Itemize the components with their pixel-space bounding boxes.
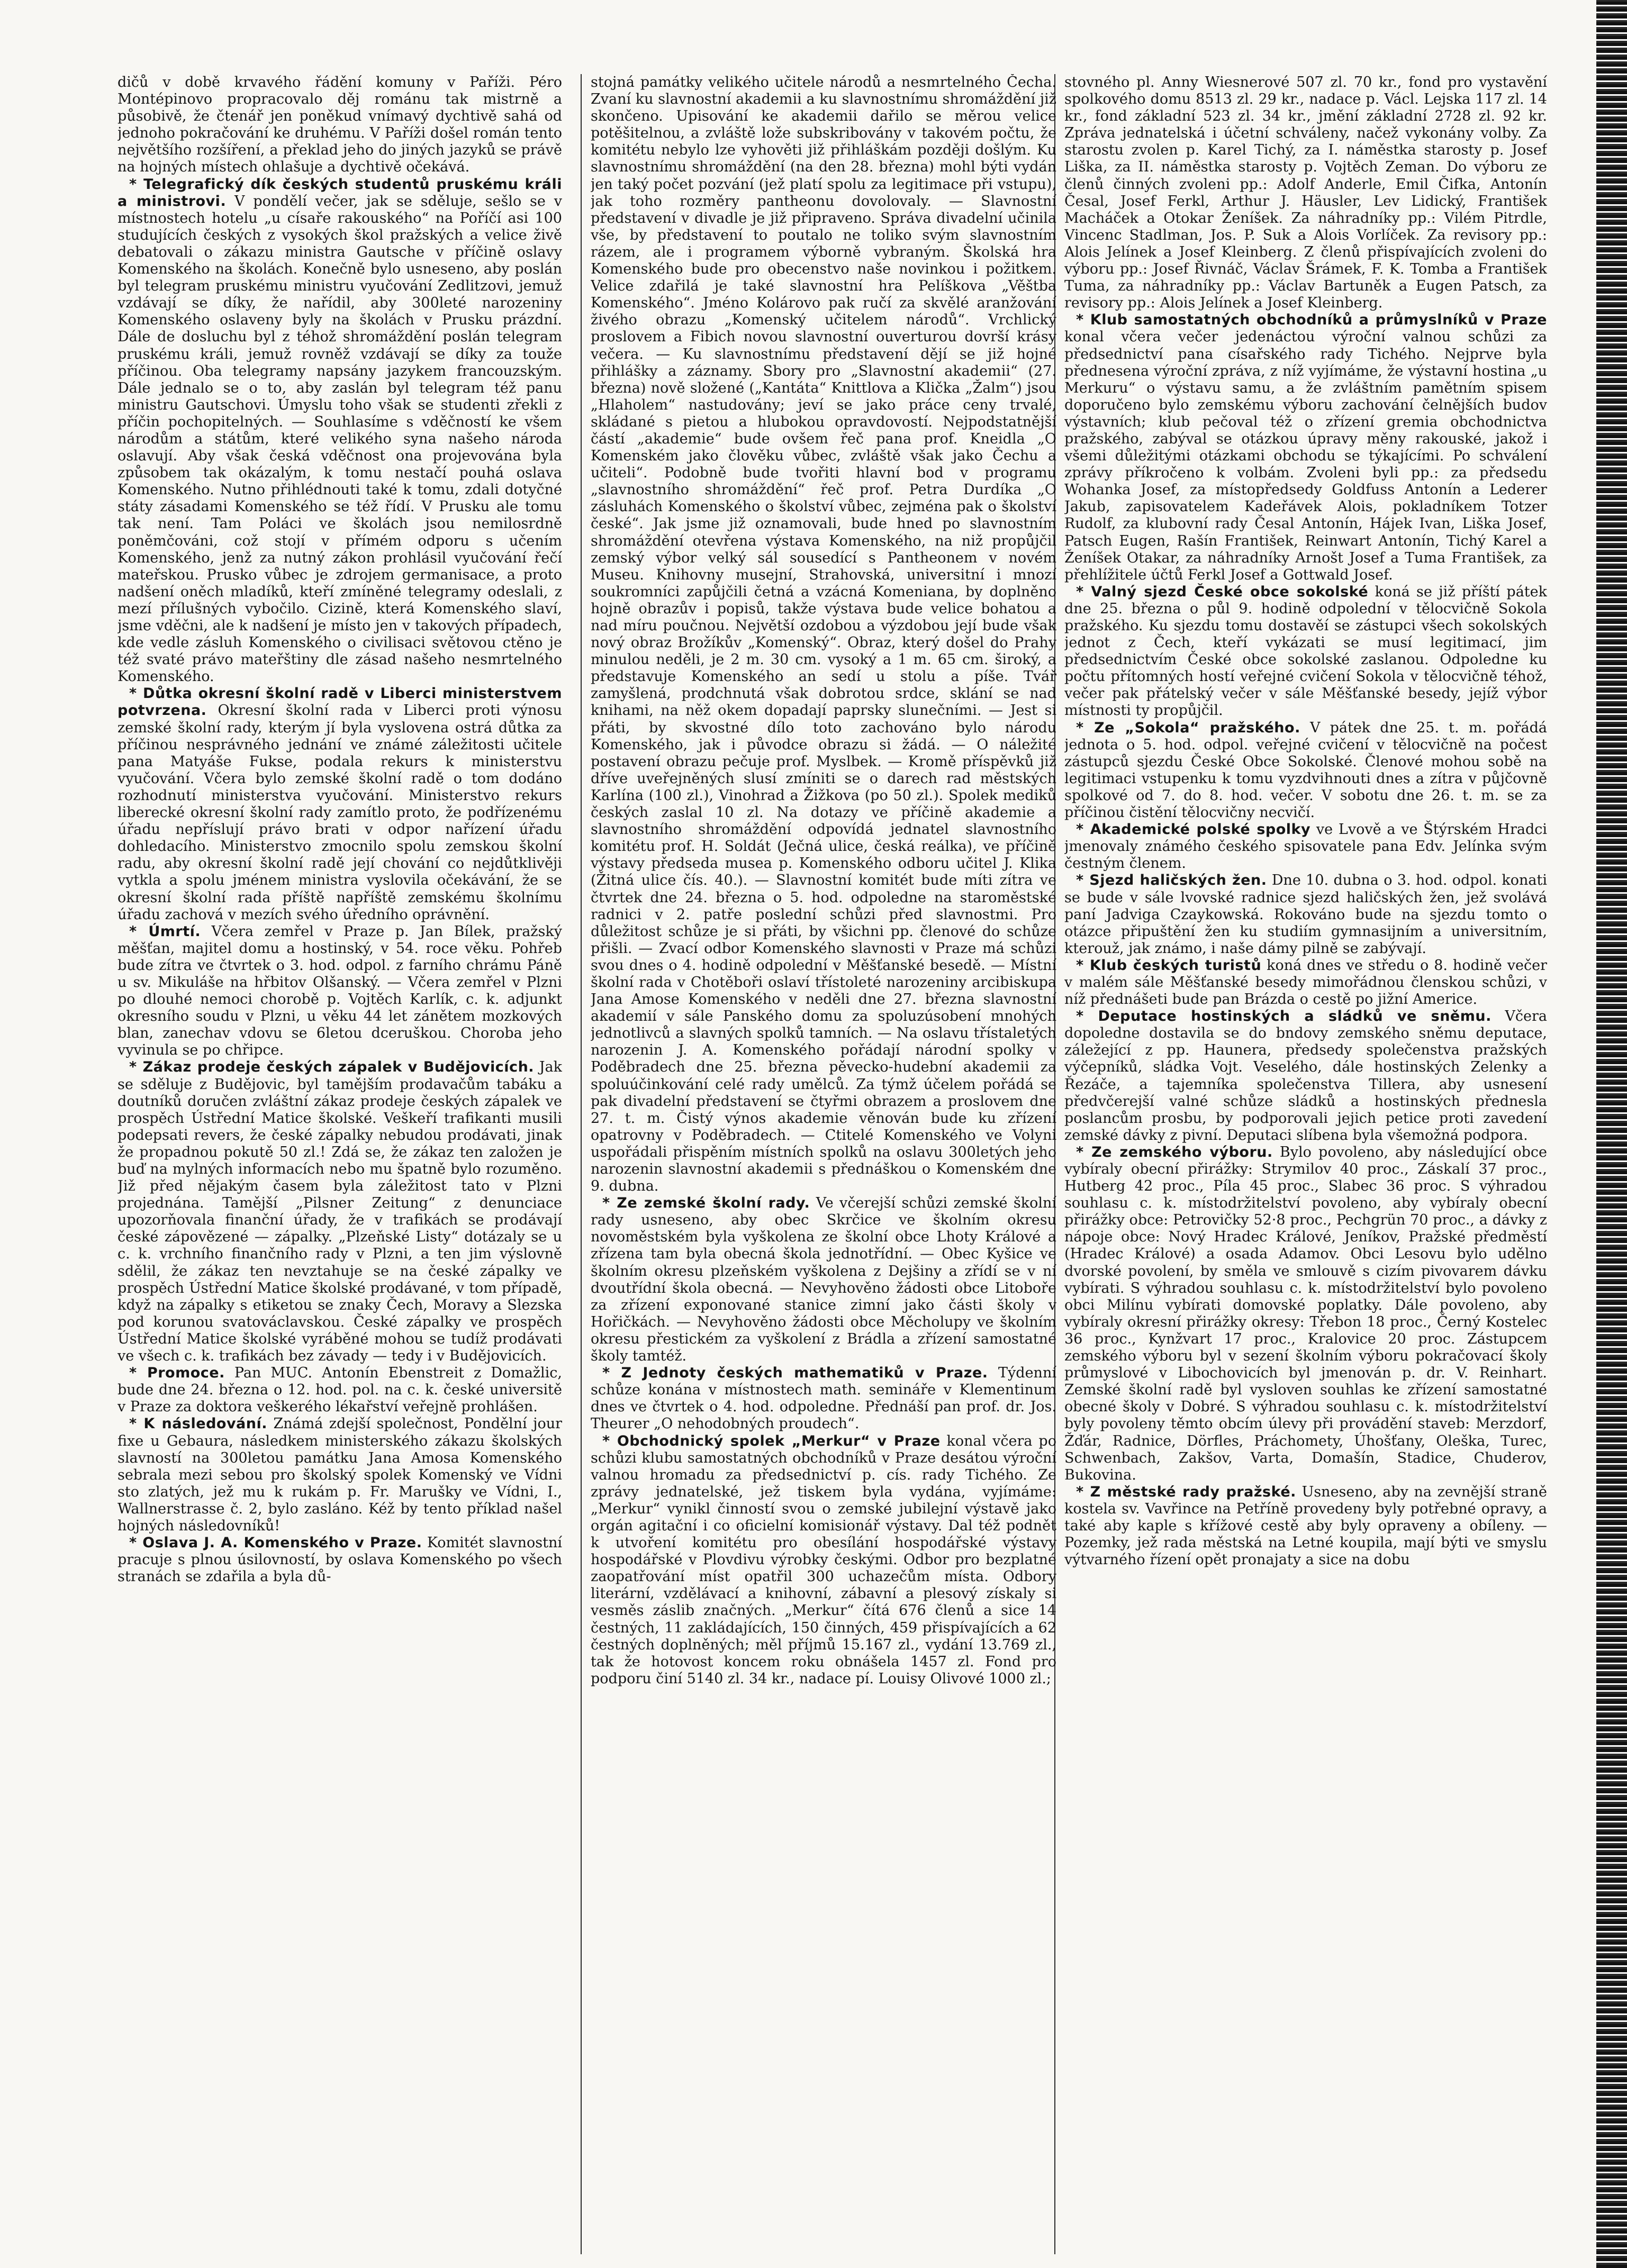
news-item xyxy=(117,685,562,923)
news-headline: * Promoce. xyxy=(129,1365,225,1382)
news-headline: * Ze zemské školní rady. xyxy=(602,1195,810,1212)
news-paragraph xyxy=(117,1365,562,1416)
news-body-text: Ve včerejší schůzi zemské školní rady usneseno, aby obec Skrčice ve školním okresu novoměstském byla vyškolena ze školní obce Lhoty Králové a zřízena tam byla obecná škola jednotřídní. — Obec Kyšice ve školním okresu plzeňském vyškolena z Dejšiny a zřídí se v ní dvoutřídní škola obecná. — Nevyhověno žádosti obce Litoboře za zřízení exponované stanice zimní jako části školy v Hořičkách. — Nevyhověno žádosti obce Měcholupy ve školním okresu přestickém za vyškolení z Brádla a zřízení samostatné školy tamtéž. xyxy=(591,1195,1056,1365)
news-body-text: Pan MUC. Antonín Ebenstreit z Domažlic, bude dne 24. března o 12. hod. pol. na c. k. české universitě v Praze za doktora veškerého lékařství veřejně prohlášen. xyxy=(117,1365,562,1416)
page-edge-scan-border xyxy=(1596,0,1627,2268)
news-paragraph xyxy=(1064,1008,1547,1144)
news-item xyxy=(1064,312,1547,584)
text-column-3 xyxy=(1064,74,1547,2254)
news-paragraph xyxy=(1064,1144,1547,1484)
news-paragraph xyxy=(1064,312,1547,584)
news-paragraph xyxy=(591,1195,1056,1365)
news-headline: * Telegrafický dík českých studentů pruskému králi a ministrovi. xyxy=(117,176,562,210)
news-paragraph xyxy=(1064,957,1547,1008)
news-paragraph xyxy=(591,74,1056,1195)
news-item xyxy=(117,1059,562,1365)
news-headline: * Ze zemského výboru. xyxy=(1076,1144,1273,1160)
news-body-text: Včera zemřel v Praze p. Jan Bílek, pražský měšťan, majitel domu a hostinský, v 54. roce věku. Pohřeb bude zítra ve čtvrtek o 3. hod. odpol. z farního chrámu Páně u sv. Mikuláše na hřbitov Olšanský. — Včera zemřel v Plzni po dlouhé nemoci chorobě p. Vojtěch Karlík, c. k. adjunkt okresního soudu v Plzni, u věku 44 let zánětem mozkových blan, zanechav vdovu se 6letou dceruškou. Choroba jeho vyvinula se po chřipce. xyxy=(117,923,562,1059)
news-body-text: V pondělí večer, jak se sděluje, sešlo se v místnostech hotelu „u císaře rakouského“ na Poříčí asi 100 studujících českých z vysokých škol pražských a velice živě debatovali o zákazu ministra Gautsche v příčině oslavy Komenského na školách. Konečně bylo usneseno, aby poslán byl telegram pruskému ministru vyučování Zedlitzovi, jemuž vzdávají se díky, že nařídil, aby 300leté narozeniny Komenského oslaveny byly na školách v Prusku prázdní. Dále de dosluchu byl z téhož shromáždění poslán telegram pruskému králi, jemuž rovněž vzdávají se díky za touže příčinou. Oba telegramy napsány jazykem francouzským. Dále jednalo se o to, aby zaslán byl telegram též panu ministru Gautschovi. Úmyslu toho však se studenti zřekli z příčin pochopitelných. — Souhlasíme s vděčností ke všem národům a státům, které velikého syna našeho národa oslavují. Aby však česká vděčnost ona projevována byla způsobem tak okázalým, k tomu nestačí pouhá oslava Komenského. Nutno přihlédnouti také k tomu, zdali dotyčné státy zásadami Komenského se též řídí. V Prusku ale tomu tak není. Tam Poláci ve školách jsou nemilosrdně poněmčováni, což stojí v přímém odporu s učením Komenského, jenž za nutný zákon prohlásil vyučování řečí mateřskou. Prusko vůbec je zdrojem germanisace, a proto nadšení oněch mladíků, kteří zmíněné telegramy odeslali, z mezí přílušných vybočilo. Cizině, která Komenského slaví, jsme vděčni, ale k nadšení je místo jen v takových případech, kde vedle zásluh Komenského o civilisaci světovou ctěno je též svaté právo mateřštiny dle zásad našeho nesmrtelného Komenského. xyxy=(117,193,562,685)
news-paragraph xyxy=(1064,74,1547,312)
news-body-text: Dne 10. dubna o 3. hod. odpol. konati se bude v sále lvovské radnice sjezd haličských žen, jež svolává paní Jadviga Czaykowská. Rokováno bude na sjezdu tomto o otázce připuštění žen ku studiím gymnasijním a universitním, kterouž, jak známo, i naše dámy pilně se zabývají. xyxy=(1064,872,1547,957)
news-paragraph xyxy=(117,1059,562,1365)
news-item xyxy=(117,1365,562,1416)
news-body-text: Jak se sděluje z Budějovic, byl tamějším prodavačům tabáku a doutníků doručen zvláštní zákaz prodeje českých zápalek ve prospěch Ústřední Matice školské. Veškeří trafikanti musili podepsati revers, že české zápalky nebudou prodávati, jinak že propadnou pokutě 50 zl.! Zdá se, že zákaz ten založen je buď na mylných informacích nebo mu špatně bylo rozuměno. Již před nějakým časem byla záležitost tato v Plzni projednána. Tamější „Pilsner Zeitung“ z denunciace upozorňovala finanční úřady, že v trafikách se prodávají české zápovězené — zápalky. „Plzeňské Listy“ dotázaly se u c. k. vrchního finančního rady v Plzni, a ten jim výslovně sdělil, že zákaz ten nevztahuje se na české zápalky ve prospěch Ústřední Matice školské prodávané, v tom případě, když na zápalky s etiketou se znaky Čech, Moravy a Slezska pod korunou svatováclavskou. České zápalky ve prospěch Ústřední Matice školské vyráběné mohou se tudíž prodávati ve všech c. k. trafikách bez závady — tedy i v Budějovicích. xyxy=(117,1059,562,1365)
news-paragraph xyxy=(591,1365,1056,1432)
news-headline: * Ze „Sokola“ pražského. xyxy=(1076,719,1300,736)
news-item xyxy=(1064,1484,1547,1568)
news-headline: * Z Jednoty českých mathematiků v Praze. xyxy=(602,1365,988,1382)
news-item xyxy=(1064,1144,1547,1484)
news-item xyxy=(1064,872,1547,957)
news-body-text: stovného pl. Anny Wiesnerové 507 zl. 70 kr., fond pro vystavění spolkového domu 8513 zl. 29 kr., nadace p. Václ. Lejska 117 zl. 14 kr., fond základní 523 zl. 34 kr., jmění základní 2728 zl. 92 kr. Zpráva jednatelská i účetní schváleny, načež vykonány volby. Za starostu zvolen p. Karel Tichý, za I. náměstka starosty p. Josef Liška, za II. náměstka starosty p. Vojtěch Zeman. Do výboru ze členů činných zvoleni pp.: Adolf Anderle, Emil Čifka, Antonín Česal, Josef Ferkl, Arthur J. Häusler, Lev Lidický, František Macháček a Otokar Ženíšek. Za náhradníky pp.: Vilém Pitrdle, Vincenc Stadlman, Jos. P. Suk a Alois Vorlíček. Za revisory pp.: Alois Jelínek a Josef Kleinberg. Z členů přispívajících zvoleni do výboru pp.: Josef Řivnáč, Václav Šrámek, F. K. Tomba a František Tuma, za náhradníky pp.: Václav Bartuněk a Eugen Patsch, za revisory pp.: Alois Jelínek a Josef Kleinberg. xyxy=(1064,74,1547,312)
news-paragraph xyxy=(117,1416,562,1535)
news-headline: * Klub samostatných obchodníků a průmyslníků v Praze xyxy=(1076,312,1547,329)
news-item xyxy=(591,1365,1056,1432)
news-item xyxy=(117,1416,562,1535)
news-paragraph xyxy=(1064,720,1547,822)
news-body-text: Týdenní schůze konána v místnostech math. semináře v Klementinum dnes ve čtvrtek o 4. hod. odpoledne. Přednáší pan prof. dr. Jos. Theurer „O nehodobných proudech“. xyxy=(591,1365,1056,1432)
news-item xyxy=(117,74,562,176)
news-paragraph xyxy=(117,1535,562,1585)
news-headline: * Sjezd haličských žen. xyxy=(1076,872,1267,889)
news-body-text: Usneseno, aby na zevnější straně kostela sv. Vavřince na Petříně provedeny byly potřebné opravy, a také aby kaple s křížové cestě aby byly opraveny a obíleny. — Pozemky, jež rada městská na Letné koupila, mají býti ve smyslu výtvarného řízení opět pronajaty a sice na dobu xyxy=(1064,1483,1547,1568)
news-headline: * Důtka okresní školní radě v Liberci ministerstvem potvrzena. xyxy=(117,685,562,719)
text-column-1 xyxy=(117,74,562,2254)
news-body-text: koná dnes ve středu o 8. hodině večer v malém sále Měšťanské besedy mimořádnou členskou schůzi, v níž přednášeti bude pan Brázda o cestě po jižní Americe. xyxy=(1064,957,1547,1008)
news-headline: * Valný sjezd České obce sokolské xyxy=(1076,583,1369,600)
news-item xyxy=(117,176,562,686)
news-item xyxy=(1064,584,1547,720)
news-item xyxy=(1064,1008,1547,1144)
news-item xyxy=(117,1535,562,1585)
news-item xyxy=(117,923,562,1059)
news-headline: * K následování. xyxy=(129,1416,268,1432)
news-headline: * Klub českých turistů xyxy=(1076,957,1262,974)
news-body-text: Komitét slavnostní pracuje s plnou úsilovností, by oslava Komenského po všech stranách se zdařila a byla dů- xyxy=(117,1535,562,1585)
news-body-text: koná se již příští pátek dne 25. března o půl 9. hodině odpolední v tělocvičně Sokola pražského. Ku sjezdu tomu dostavěí se zástupci všech sokolských jednot z Čech, kteří vykázati se musí legitimací, jim předsednictvím České obce sokolské zaslanou. Odpoledne ku počtu přítomných hostí veřejné cvičení Sokola v tělocvičně téhož, večer pak přátelský večer v sále Měšťanské besedy, jejíž výbor místnosti ty propůjčil. xyxy=(1064,583,1547,719)
news-body-text: Bylo povoleno, aby následující obce vybíraly obecní přirážky: Strymilov 40 proc., Záskalí 37 proc., Hutberg 42 proc., Píla 45 proc., Slabec 36 proc. S výhradou souhlasu c. k. místodržitelství povoleno, aby vybíraly obecní přirážky obce: Petrovičky 52·8 proc., Pechgrün 70 proc., a dávky z nápoje obce: Nový Hradec Králové, Jeníkov, Pražské předměstí (Hradec Králové) a osada Adamov. Obci Lesovu bylo udělno dvorské povolení, by směla ve smlouvě s cizím pivovarem dávku vybírati. S výhradou souhlasu c. k. místodržitelství bylo povoleno obci Milínu vybírati domovské poplatky. Dále povoleno, aby vybíraly okresní přirážky okresy: Třebon 18 proc., Černý Kostelec 36 proc., Kynžvart 17 proc., Kralovice 20 proc. Zástupcem zemského výboru byl v sezení školním výboru pokračovací školy průmyslové v Libochovicích byl jmenován p. dr. V. Reinhart. Zemské školní radě byl vysloven souhlas ke zřízení samostatné obecné školy v Dobré. S výhradou souhlasu c. k. místodržitelství byly povoleny těmto obcím úlevy při provádění staveb: Merzdorf, Žďár, Radnice, Dörfles, Práchomety, Úhošťany, Oleška, Turec, Schwenbach, Zakšov, Varta, Domašín, Stadice, Chuderov, Bukovina. xyxy=(1064,1144,1547,1483)
news-item xyxy=(591,1195,1056,1365)
news-headline: * Úmrtí. xyxy=(129,923,201,940)
news-paragraph xyxy=(117,923,562,1059)
news-item xyxy=(1064,74,1547,312)
news-paragraph xyxy=(1064,1484,1547,1568)
news-item xyxy=(591,1433,1056,1688)
news-item xyxy=(1064,720,1547,822)
news-body-text: ve Lvově a ve Štýrském Hradci jmenovaly známého českého spisovatele pana Edv. Jelínka svým čestným členem. xyxy=(1064,821,1547,872)
news-body-text: Známá zdejší společnost, Pondělní jour fixe u Gebaura, následkem ministerského zákazu školských slavností na 300letou památku Jana Amosa Komenského sebrala mezi sebou pro školský spolek Komenský ve Vídni sto zlatých, jež mu k rukám p. Fr. Marušky ve Vídni, I., Wallnerstrasse č. 2, bylo zasláno. Kéž by tento příklad našel hojných následovníků! xyxy=(117,1416,562,1534)
news-item xyxy=(591,74,1056,1195)
news-paragraph xyxy=(1064,584,1547,720)
news-paragraph xyxy=(117,685,562,923)
text-column-2 xyxy=(591,74,1056,2254)
news-body-text: V pátek dne 25. t. m. pořádá jednota o 5. hod. odpol. veřejné cvičení v tělocvičně na počest zástupců sjezdu České Obce Sokolské. Členové mohou sobě na legitimaci vstupenku k tomu vyzdvihnouti dnes a zítra v půjčovně spolkové od 7. do 8. hod. večer. V sobotu dne 26. t. m. se za příčinou čistění tělocvičny necvičí. xyxy=(1064,719,1547,821)
news-headline: * Obchodnický spolek „Merkur“ v Praze xyxy=(602,1432,941,1449)
news-paragraph xyxy=(591,1433,1056,1688)
news-body-text: Včera dopoledne dostavila se do bndovy zemského sněmu deputace, záležející z pp. Haunera, předsedy společenstva pražských výčepníků, sládka Vojt. Veselého, dále hostinských Zelenky a Řezáče, a tajemníka společenstva Tillera, aby usnesení předvčerejší valné schůze sládků a hostinských přednesla poslancům prosbu, by podporovali jejich petice proti zavedení zemské dávky z pivní. Deputaci slíbena byla všemožná podpora. xyxy=(1064,1008,1547,1144)
column-rule-1 xyxy=(581,74,582,2254)
news-headline: * Oslava J. A. Komenského v Praze. xyxy=(129,1535,422,1552)
news-paragraph xyxy=(1064,872,1547,957)
news-headline: * Akademické polské spolky xyxy=(1076,821,1311,838)
news-headline: * Zákaz prodeje českých zápalek v Budějovicích. xyxy=(129,1059,535,1076)
news-paragraph xyxy=(1064,821,1547,872)
news-headline: * Deputace hostinských a sládků ve sněmu. xyxy=(1076,1008,1492,1025)
news-item xyxy=(1064,821,1547,872)
news-body-text: stojná památky velikého učitele národů a nesmrtelného Čecha. Zvaní ku slavnostní akademii a ku slavnostnímu shromáždění již skončeno. Upisování ke akademii dařilo se měrou velice potěšitelnou, a zvláště lože subskribovány v takovém počtu, že komitétu nebylo lze vyhověti již přihláškám později došlým. Ku slavnostnímu shromáždění (na den 28. března) mohl býti vydán jen taký počet pozvání (jež platí spolu za legitimace při vstupu), jak toho rozměry pantheonu dovolovaly. — Slavnostní představení v divadle je již připraveno. Správa divadelní učinila vše, by představení to poutalo ne toliko svým slavnostním rázem, ale i programem výborně vybraným. Školská hra Komenského bude pro obecenstvo naše novinkou i požitkem. Velice zdařilá je také slavnostní hra Pelíškova „Věštba Komenského“. Jméno Kolárovo pak ručí za skvělé aranžování živého obrazu „Komenský učitelem národů“. Vrchlický proslovem a Fibich novou slavnostní ouverturou dovrší krásy večera. — Ku slavnostnímu představení dějí se již hojné přihlášky a záznamy. Sbory pro „Slavnostní akademii“ (27. března) nově složené („Kantáta“ Knittlova a Klička „Žalm“) jsou „Hlaholem“ nastudovány; jeví se jako práce ceny trvalé, skládané s pietou a hlubokou opravdovostí. Nejpodstatnější částí „akademie“ bude ovšem řeč pana prof. Kneidla „O Komenském jako člověku vůbec, zvláště však jako Čechu a učiteli“. Podobně bude tvořiti hlavní bod v programu „slavnostního shromáždění“ řeč prof. Petra Durdíka „O zásluhách Komenského o školství vůbec, zejména pak o školství české“. Jak jsme již oznamovali, bude hned po slavnostním shromáždění otevřena výstava Komenského, na niž propůjčil zemský výbor velký sál sousedící s Pantheonem v novém Museu. Knihovny musejní, Strahovská, universitní i mnozí soukromníci zapůjčili četná a vzácná Komeniana, by doplněno hojně obrazův i popisů, takže výstava bude velice bohatou a nad míru poučnou. Největší ozdobou a výzdobou její bude však nový obraz Brožíkův „Komenský“. Obraz, který došel do Prahy minulou neděli, je 2 m. 30 cm. vysoký a 1 m. 65 cm. široký, a představuje Komenského an sedí u stolu a píše. Tvář zamyšlená, prodchnutá však dobrotou srdce, sklání se nad knihami, na něž okem dopadají paprsky slunečními. — Jest si přáti, by skvostné dílo toto zachováno bylo národu Komenského, jak i původce obrazu si žádá. — O náležité postavení obrazu pečuje prof. Myslbek. — Kromě příspěvků již dříve uveřejněných slusí zmíniti se o darech rad městských Karlína (100 zl.), Vinohrad a Žižkova (po 50 zl.). Spolek mediků českých zaslal 10 zl. Na dotazy ve příčině akademie a slavnostního shromáždění odpovídá jednatel slavnostního komitétu prof. H. Soldát (Ječná ulice, česká reálka), ve příčině výstavy předseda musea p. Komenského odboru učitel J. Klika (Žitná ulice čís. 40.). — Slavnostní komitét bude míti zítra ve čtvrtek dne 24. března o 5. hod. odpoledne na staroměstské radnici v 2. patře poslední schůzi před slavnostmi. Pro důležitost schůze je si přáti, by všichni pp. členové do schůze přišli. — Zvací odbor Komenského slavnosti v Praze má schůzi svou dnes o 4. hodině odpolední v Měšťanské besedě. — Místní školní rada v Chotěboři oslaví třístoleté narozeniny arcibiskupa Jana Amose Komenského v neděli dne 27. března slavnostní akademií v sále Panského domu za spoluzúsobení mnohých jednotlivců a slavných spolků tamních. — Na oslavu třístaletých narozenin J. A. Komenského pořádají národní spolky v Poděbradech dne 25. března pěvecko-hudební akademii za spoluúčinkování celé rady umělců. Za týmž účelem pořádá se pak divadelní představení se čtyřmi obrazem a proslovem dne 27. t. m. Čistý výnos akademie věnován bude ku zřízení opatrovny v Poděbradech. — Ctitelé Komenského ve Volyni uspořádali přispěním místních spolků na oslavu 300letých jeho narozenin slavnostní akademii s přednáškou o Komenském dne 9. dubna. xyxy=(591,74,1056,1195)
news-body-text: Okresní školní rada v Liberci proti výnosu zemské školní rady, kterým jí byla vyslovena ostrá důtka za příčinou nesprávného jednání ve známé záležitosti učitele pana Matyáše Fukse, podala rekurs k ministerstvu vyučování. Včera bylo zemské školní radě o tom dodáno rozhodnutí ministerstva vyučování. Ministerstvo rekurs liberecké okresní školní rady zamítlo proto, že podřízenému úřadu nepříslují právo brati v odpor nařízení úřadu dohledacího. Ministerstvo zmocnilo spolu zemskou školní radu, aby okresní školní radě její chování co nejdůtklivěji vytkla a spolu jménem ministra vyslovila očekávání, že se okresní školní rada příště napříště zemskému školnímu úřadu zachová v mezích svého úředního oprávnění. xyxy=(117,702,562,923)
news-body-text: konal včera večer jedenáctou výroční valnou schůzi za předsednictví pana císařského rady Tichého. Nejprve byla přednesena výroční zpráva, z níž vyjímáme, že výstavní hostina „u Merkuru“ o výstavu samu, a že zvláštním pamětním spisem doporučeno bylo zemskému výboru zachování čelnějších budov výstavních; klub pečoval též o zřízení gremia obchodnictva pražského, zabýval se otázkou úpravy měny rakouské, jakož i všemi důležitými otázkami obchodu se týkajícími. Po schválení zprávy příkročeno k volbám. Zvoleni byli pp.: za předsedu Wohanka Josef, za místopředsedy Goldfuss Antonín a Lederer Jakub, zapisovatelem Kadeřávek Alois, pokladníkem Totzer Rudolf, za klubovní rady Česal Antonín, Hájek Ivan, Liška Josef, Patsch Eugen, Rašín František, Reinwart Antonín, Tichý Karel a Ženíšek Otakar, za náhradníky Arnošt Josef a Tuma František, za přehlížitele účtů Ferkl Josef a Gottwald Josef. xyxy=(1064,329,1547,583)
news-paragraph xyxy=(117,74,562,176)
news-body-text: konal včera po schůzi klubu samostatných obchodníků v Praze desátou výroční valnou hromadu za předsednictví p. cís. rady Tichého. Ze zprávy jednatelské, jež tiskem byla vydána, vyjímáme: „Merkur“ vynikl činností svou o zemské jubilejní výstavě jako orgán agitační i co oficielní komisionář výstavy. Dal též podnět k utvoření komitétu pro obesílání hospodářské výstavy hospodářské v Plovdivu výrobky českými. Odbor pro bezplatné zaopatřování míst opatřil 300 uchazečům místa. Odbory literární, vzdělávací a knihovní, zábavní a plesový získaly si vesměs záslib značných. „Merkur“ čítá 676 členů a sice 14 čestných, 11 zakládajících, 150 činných, 459 přispívajících a 62 čestných doplněných; měl příjmů 15.167 zl., vydání 13.769 zl., tak že hotovost koncem roku obnášela 1457 zl. Fond pro podporu činí 5140 zl. 34 kr., nadace pí. Louisy Olivové 1000 zl.; xyxy=(591,1432,1056,1687)
news-paragraph xyxy=(117,176,562,686)
news-body-text: dičů v době krvavého řádění komuny v Paříži. Péro Montépinovo propracovalo děj románu tak mistrně a působivě, že čtenář jen poněkud vnímavý dychtivě sahá od jednoho pokračování ke druhému. V Paříži došel román tento největšího rozšíření, a překlad jeho do jiných jazyků se právě na hojných místech ohlašuje a dychtivě očekává. xyxy=(117,74,562,176)
news-item xyxy=(1064,957,1547,1008)
news-headline: * Z městské rady pražské. xyxy=(1076,1483,1296,1500)
